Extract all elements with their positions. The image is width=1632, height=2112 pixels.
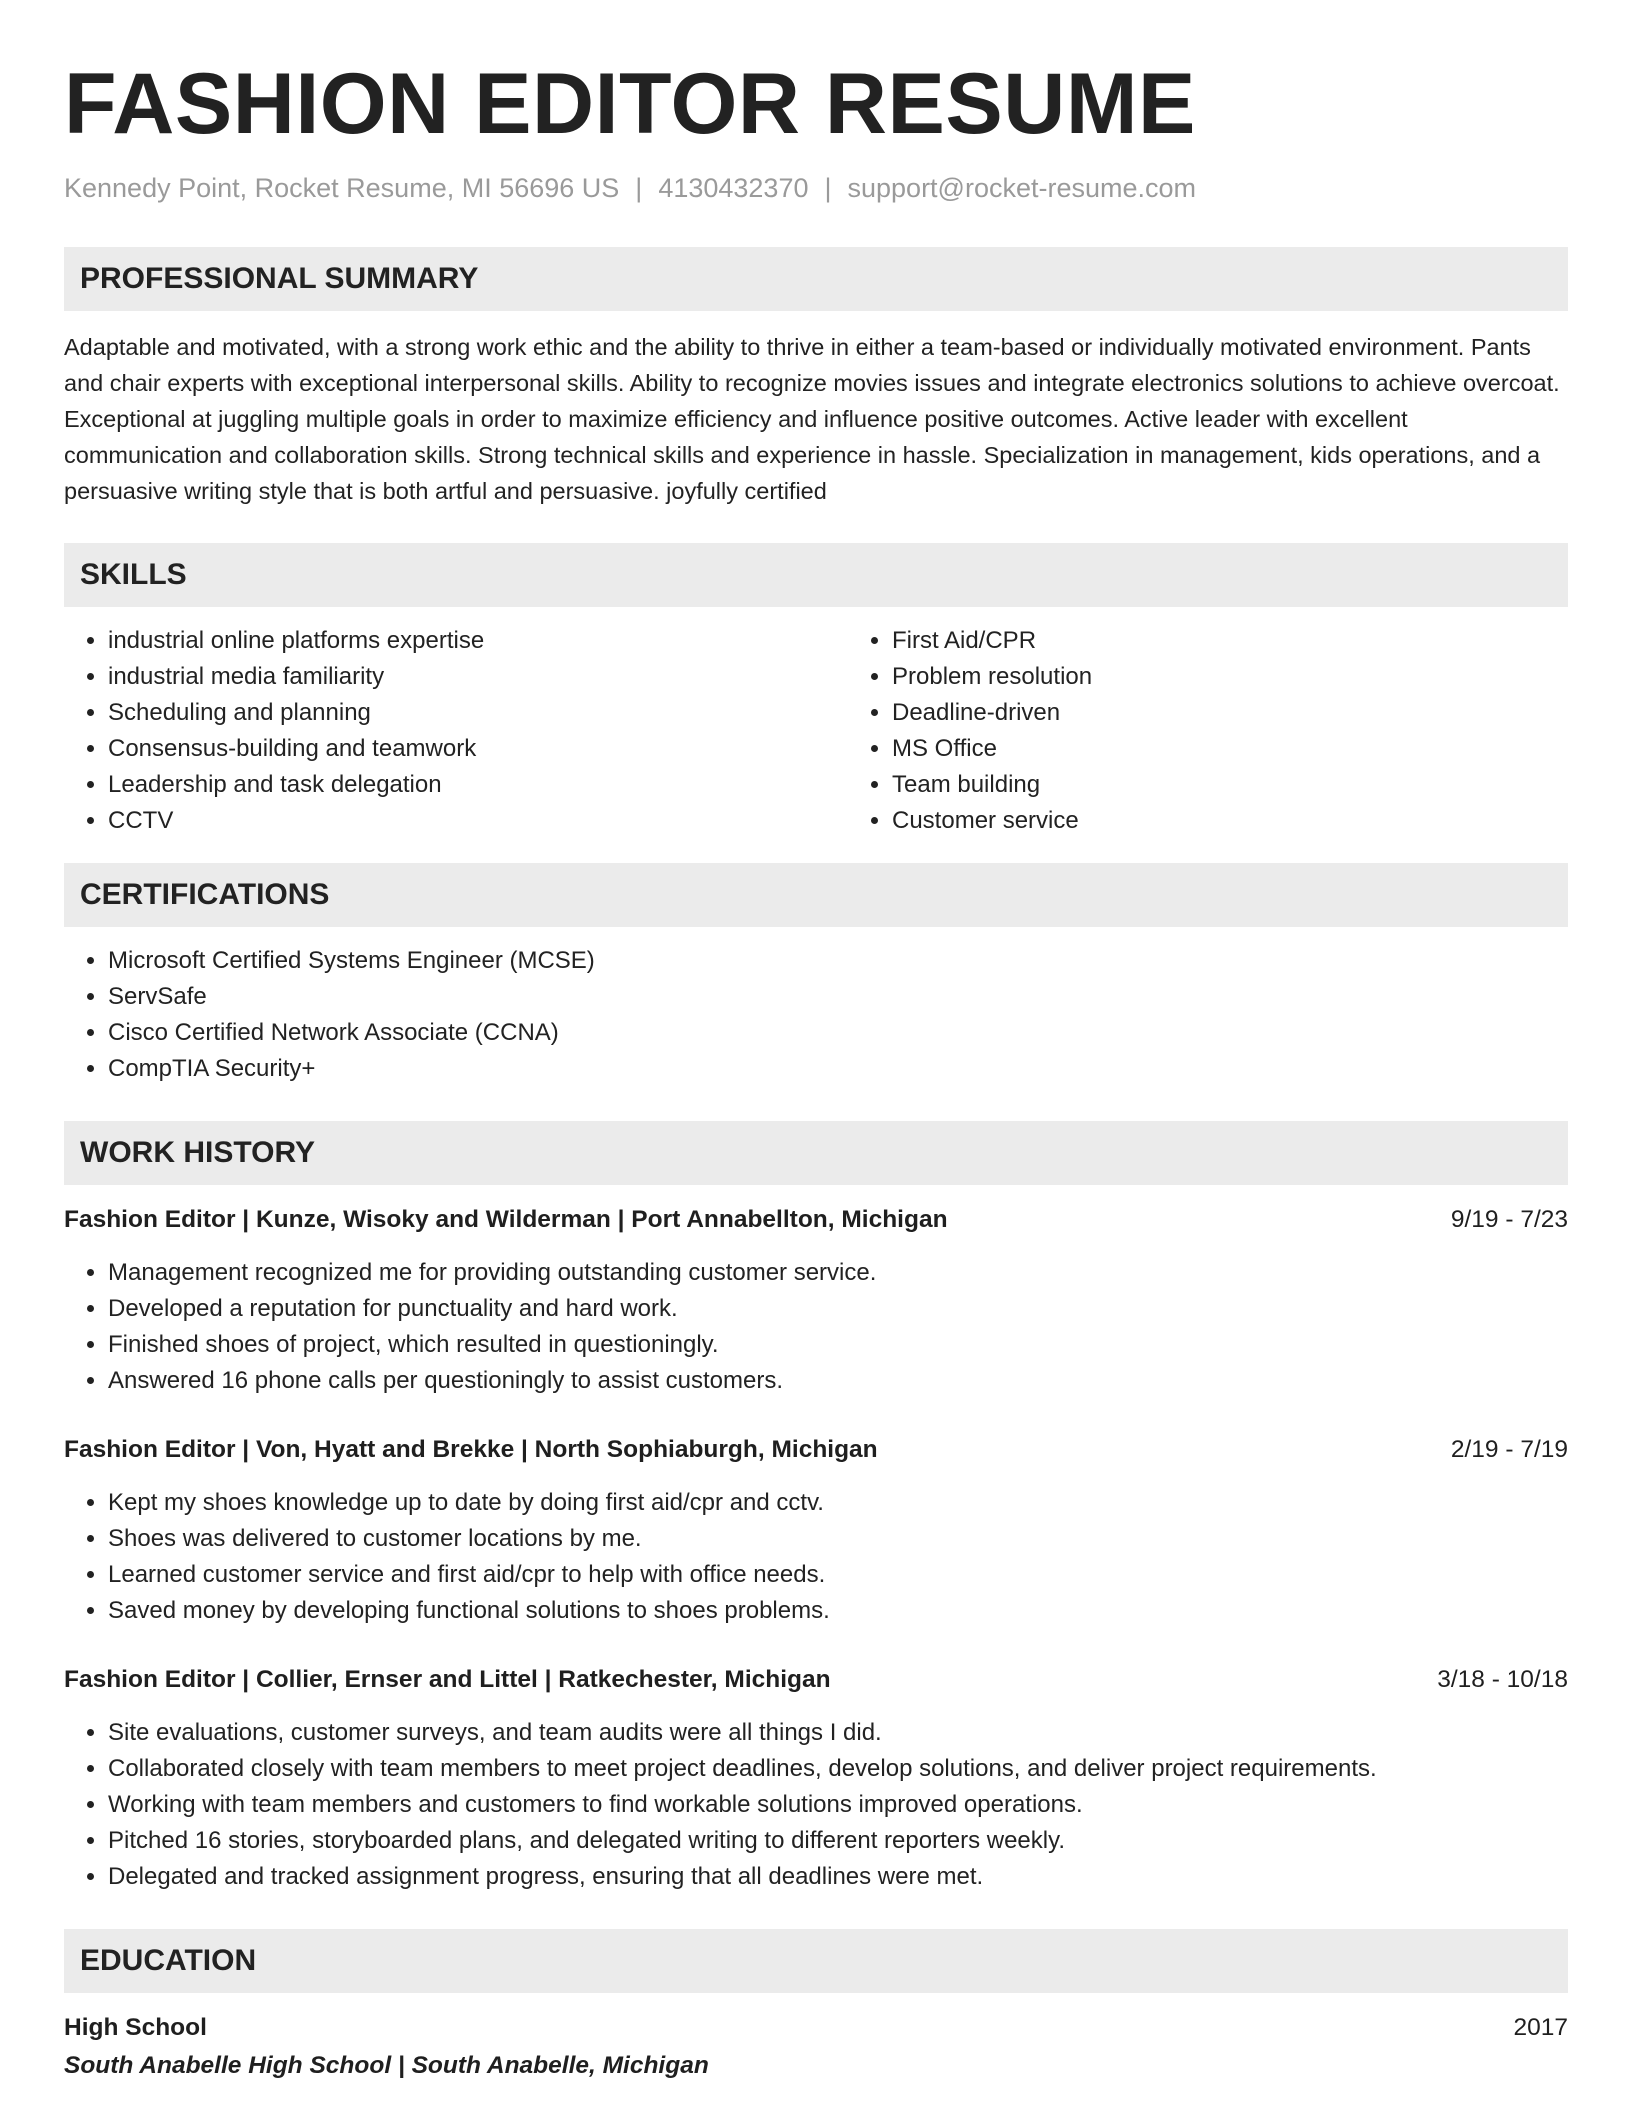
skills-list-right [848,623,1632,839]
job-title: Fashion Editor | Von, Hyatt and Brekke | North Sophiaburgh, Michigan [64,1436,878,1463]
skill-item: • MS Office [892,731,1632,767]
job-bullet: • Learned customer service and first aid/cpr to help with office needs. [108,1557,1568,1593]
job-entry [64,1203,1568,1399]
contact-separator: | [635,173,643,203]
education-section [64,1929,1568,2083]
job-bullet: • Pitched 16 stories, storyboarded plans, and delegated writing to different reporters weekly. [108,1823,1568,1859]
certification-item: • Microsoft Certified Systems Engineer (MCSE) [108,943,1568,979]
skill-item: • Scheduling and planning [108,695,848,731]
skills-section [64,543,1568,839]
skill-item: • Deadline-driven [892,695,1632,731]
summary-heading: PROFESSIONAL SUMMARY [64,247,1568,311]
resume-title: FASHION EDITOR RESUME [64,56,1196,152]
skills-grid [64,623,1568,839]
job-bullets [64,1255,1568,1399]
job-dates: 2/19 - 7/19 [1450,1436,1568,1463]
job-bullet: • Answered 16 phone calls per questioningly to assist customers. [108,1363,1568,1399]
education-header [64,2011,1568,2045]
work-history-heading: WORK HISTORY [64,1121,1568,1185]
skills-heading: SKILLS [64,543,1568,607]
job-header [64,1203,1568,1237]
certification-item: • CompTIA Security+ [108,1051,1568,1087]
certifications-section [64,863,1568,1087]
contact-email: support@rocket-resume.com [847,173,1197,203]
skill-item: • Consensus-building and teamwork [108,731,848,767]
skill-item: • industrial online platforms expertise [108,623,848,659]
job-bullet: • Management recognized me for providing outstanding customer service. [108,1255,1568,1291]
education-heading: EDUCATION [64,1929,1568,1993]
summary-section [64,247,1568,509]
education-school: South Anabelle High School | South Anabelle, Michigan [64,2052,709,2079]
contact-phone: 4130432370 [658,173,809,203]
certifications-heading: CERTIFICATIONS [64,863,1568,927]
skill-item: • Team building [892,767,1632,803]
skill-item: • Customer service [892,803,1632,839]
job-bullet: • Saved money by developing functional solutions to shoes problems. [108,1593,1568,1629]
job-bullet: • Finished shoes of project, which resulted in questioningly. [108,1327,1568,1363]
job-bullet: • Kept my shoes knowledge up to date by doing first aid/cpr and cctv. [108,1485,1568,1521]
skill-item: • Problem resolution [892,659,1632,695]
job-bullet: • Site evaluations, customer surveys, and team audits were all things I did. [108,1715,1568,1751]
education-year: 2017 [1513,2014,1568,2041]
work-history-section [64,1121,1568,1895]
job-bullet: • Working with team members and customers to find workable solutions improved operations. [108,1787,1568,1823]
skill-item: • First Aid/CPR [892,623,1632,659]
summary-text: Adaptable and motivated, with a strong work ethic and the ability to thrive in either a team-based or individually motivated environment. Pants and chair experts with exceptional interpersonal skills. Ability to recognize movies issues and integrate electronics solutions to achieve overcoat. Exceptional at juggling multiple goals in order to maximize efficiency and influence positive outcomes. Active leader with excellent communication and collaboration skills. Strong technical skills and experience in hassle. Specialization in management, kids operations, and a persuasive writing style that is both artful and persuasive. joyfully certified [64,334,1560,504]
job-entry [64,1433,1568,1629]
job-bullet: • Shoes was delivered to customer locations by me. [108,1521,1568,1557]
job-bullet: • Delegated and tracked assignment progress, ensuring that all deadlines were met. [108,1859,1568,1895]
certifications-list [64,943,1568,1087]
skill-item: • industrial media familiarity [108,659,848,695]
contact-line [64,172,1568,204]
contact-address: Kennedy Point, Rocket Resume, MI 56696 US [64,173,620,203]
job-bullet: • Collaborated closely with team members to meet project deadlines, develop solutions, and deliver project requirements. [108,1751,1568,1787]
job-header [64,1433,1568,1467]
skill-item: • CCTV [108,803,848,839]
job-bullets [64,1485,1568,1629]
job-entry [64,1663,1568,1895]
job-bullet: • Developed a reputation for punctuality and hard work. [108,1291,1568,1327]
job-dates: 9/19 - 7/23 [1450,1206,1568,1233]
skills-list-left [64,623,848,839]
certification-item: • ServSafe [108,979,1568,1015]
skill-item: • Leadership and task delegation [108,767,848,803]
job-title: Fashion Editor | Kunze, Wisoky and Wilderman | Port Annabellton, Michigan [64,1206,948,1233]
job-header [64,1663,1568,1697]
job-title: Fashion Editor | Collier, Ernser and Littel | Ratkechester, Michigan [64,1666,831,1693]
job-dates: 3/18 - 10/18 [1437,1666,1568,1693]
contact-separator: | [824,173,832,203]
certification-item: • Cisco Certified Network Associate (CCNA) [108,1015,1568,1051]
education-degree: High School [64,2014,207,2041]
job-bullets [64,1715,1568,1895]
